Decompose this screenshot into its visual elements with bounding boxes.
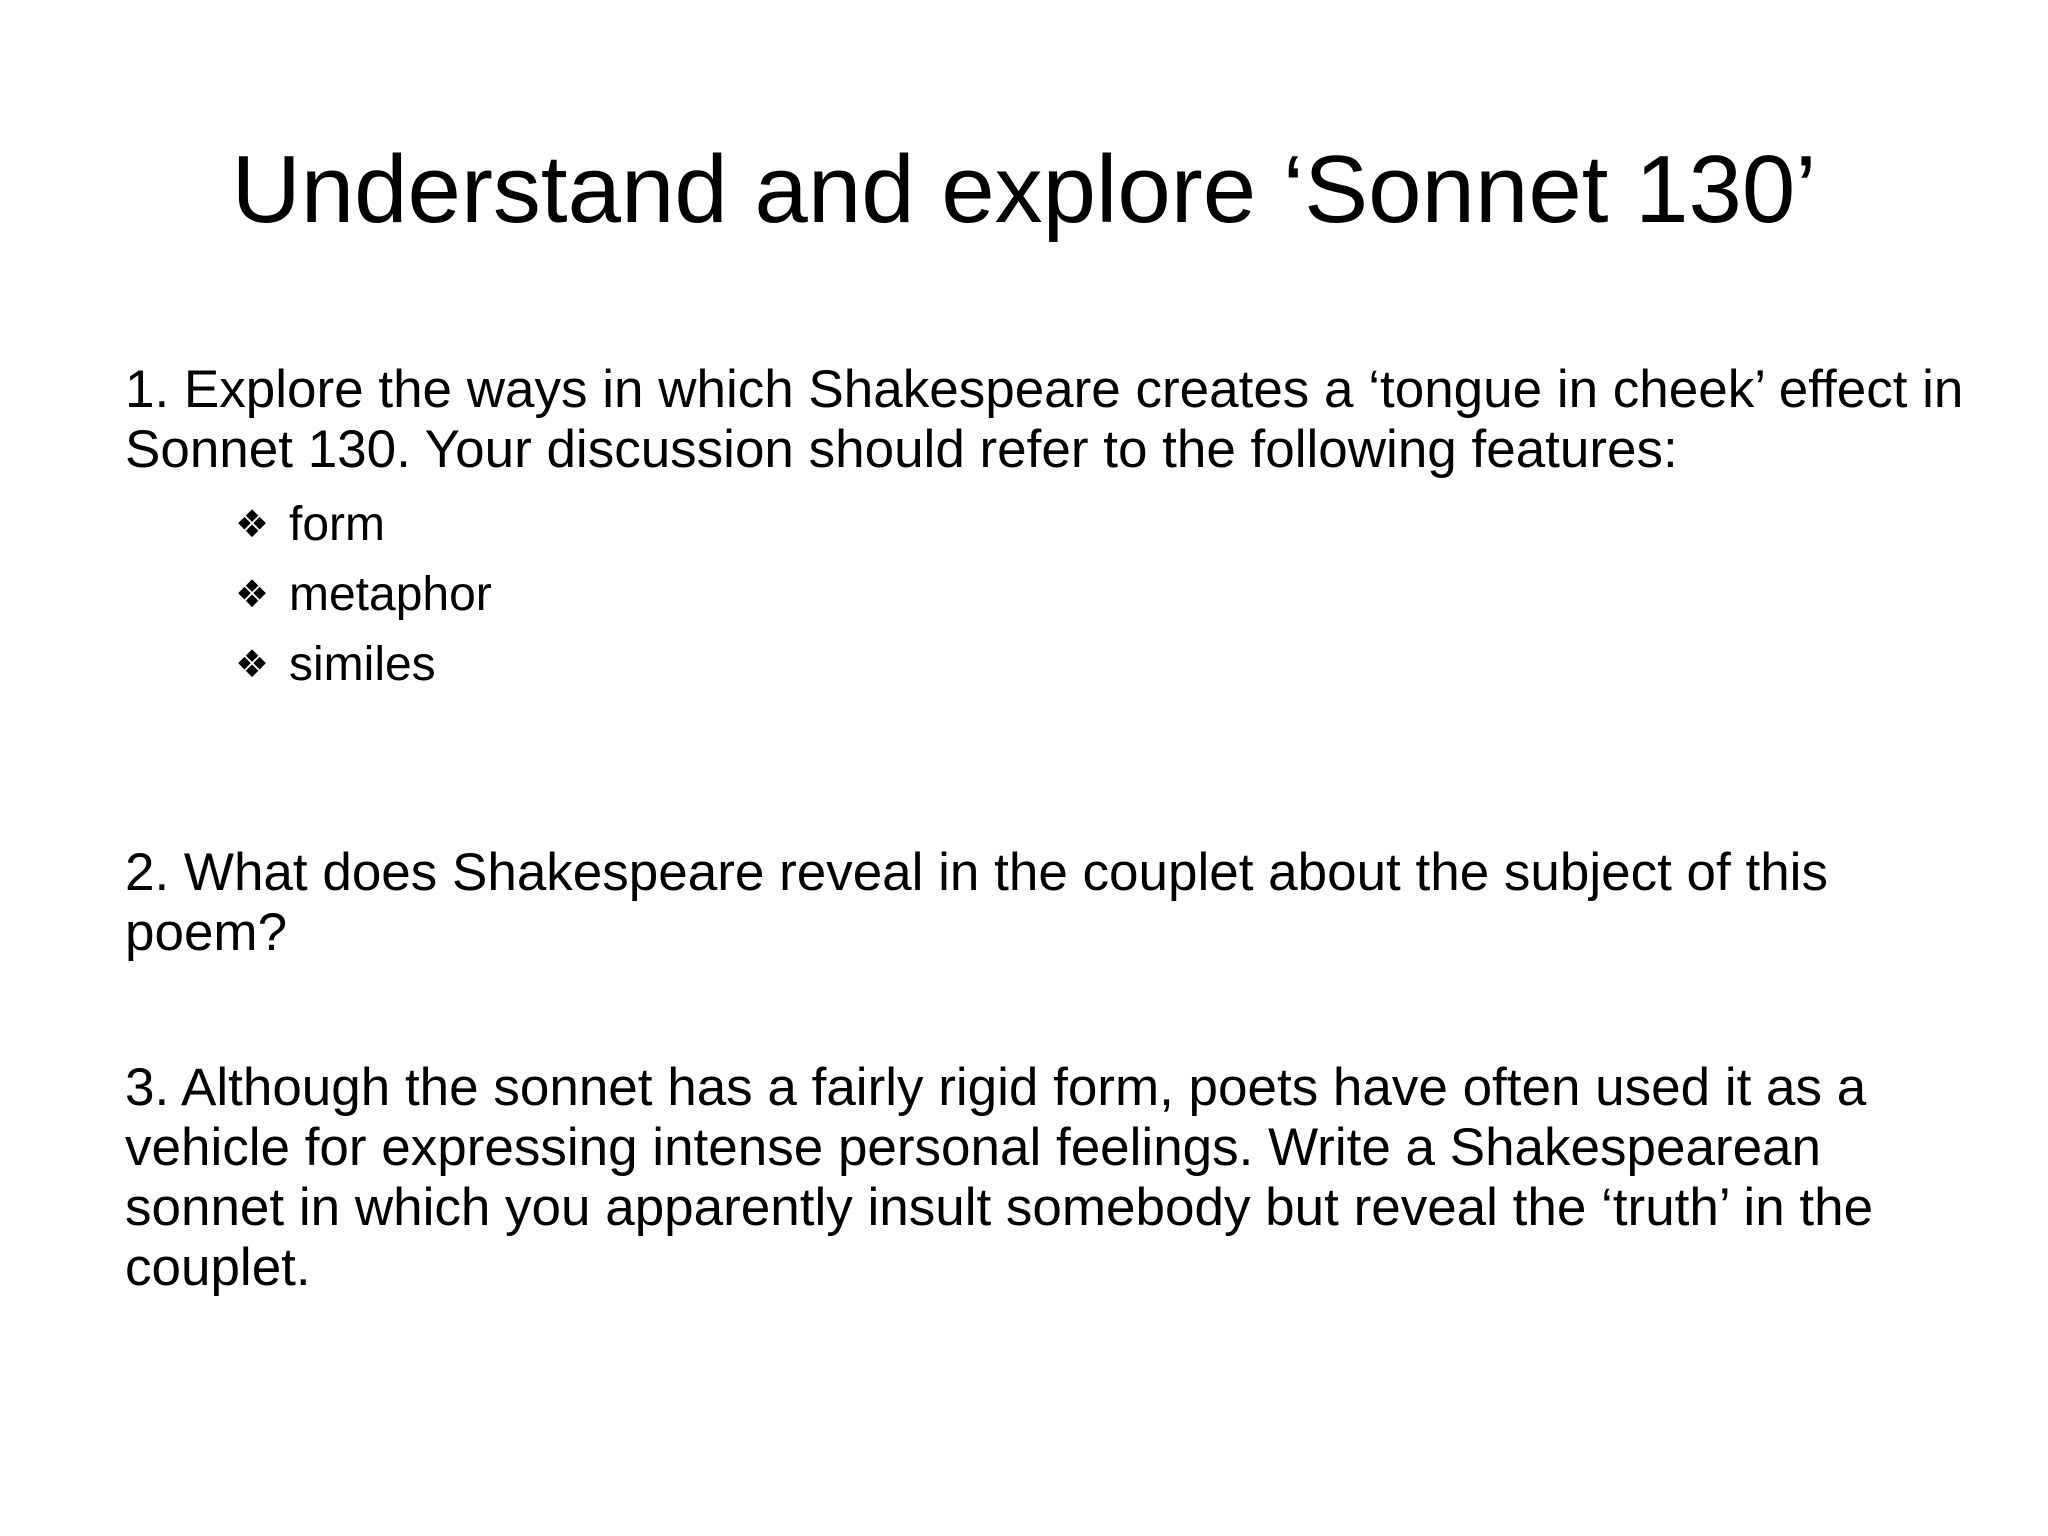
- question-1-text: 1. Explore the ways in which Shakespeare creates a ‘tongue in cheek’ effect in Sonnet 130. Your discussion should refer to the following features:: [125, 360, 1964, 479]
- question-1: [125, 360, 1965, 700]
- list-item: [233, 560, 1965, 630]
- feature-label: metaphor: [289, 568, 492, 621]
- list-item: [233, 630, 1965, 700]
- feature-list: [125, 490, 1965, 700]
- diamond-bullet-icon: ❖: [234, 644, 270, 686]
- slide-title: Understand and explore ‘Sonnet 130’: [231, 136, 1817, 243]
- diamond-bullet-icon: ❖: [234, 574, 270, 616]
- question-3: [125, 1058, 1965, 1298]
- diamond-bullet-icon: ❖: [234, 504, 270, 546]
- feature-label: form: [289, 498, 385, 551]
- question-2-text: 2. What does Shakespeare reveal in the couplet about the subject of this poem?: [125, 843, 1828, 962]
- question-3-text: 3. Although the sonnet has a fairly rigid form, poets have often used it as a vehicle for expressing intense personal feelings. Write a Shakespearean sonnet in which you apparently insult somebody but reveal the ‘truth’ in the couplet.: [125, 1058, 1874, 1297]
- feature-label: similes: [289, 638, 436, 691]
- question-2: [125, 843, 1965, 963]
- list-item: [233, 490, 1965, 560]
